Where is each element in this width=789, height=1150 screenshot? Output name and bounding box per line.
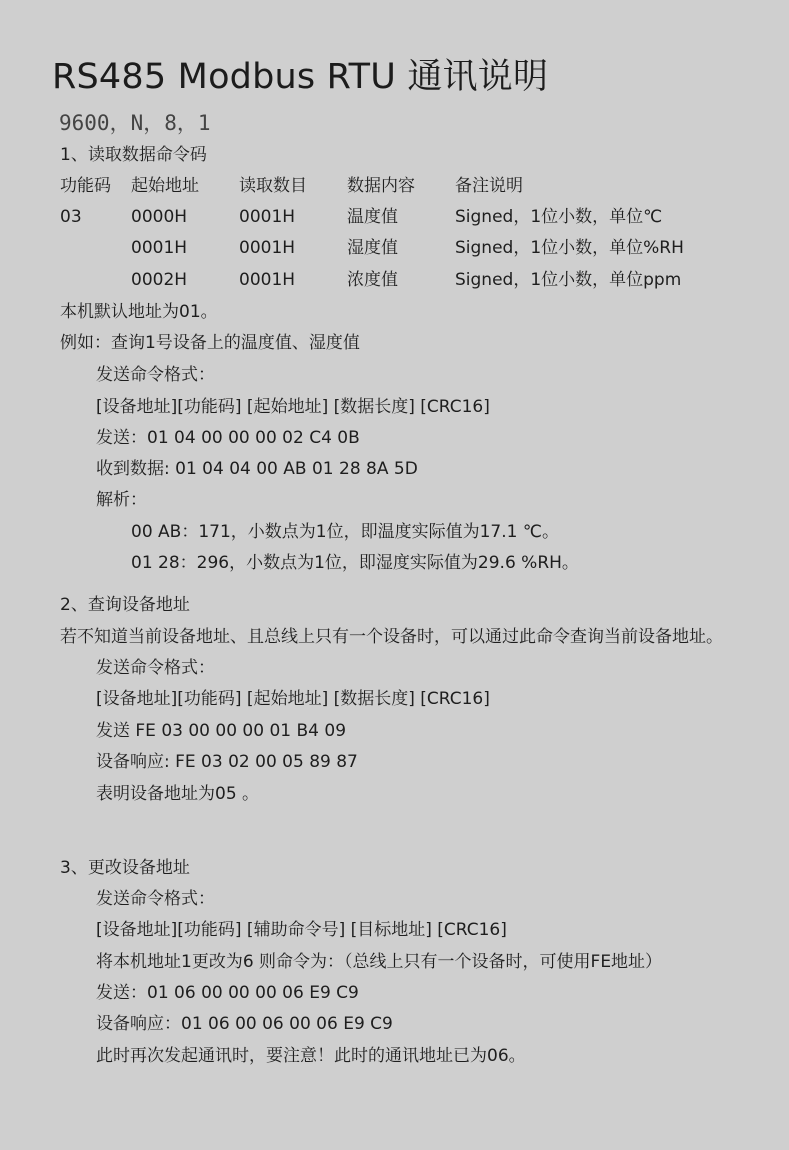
address-change-note: 此时再次发起通讯时，要注意！此时的通讯地址已为06。	[96, 1046, 526, 1066]
send-command: 发送：01 04 00 00 00 02 C4 0B	[96, 428, 360, 448]
section2-heading: 2、查询设备地址	[60, 595, 190, 615]
table-cell: 0001H	[239, 270, 296, 290]
table-cell: 0001H	[131, 238, 188, 258]
table-cell: 0001H	[239, 207, 296, 227]
table-header-start-address: 起始地址	[131, 176, 199, 196]
table-cell: Signed，1位小数，单位ppm	[455, 270, 682, 290]
table-cell: 0000H	[131, 207, 188, 227]
table-header-remarks: 备注说明	[455, 176, 523, 196]
received-data: 收到数据: 01 04 04 00 AB 01 28 8A 5D	[96, 459, 418, 479]
default-address-note: 本机默认地址为01。	[60, 302, 218, 322]
send-command: 发送 FE 03 00 00 00 01 B4 09	[96, 721, 347, 741]
table-header-data-content: 数据内容	[347, 176, 415, 196]
send-format-label: 发送命令格式：	[96, 658, 215, 678]
serial-parameters: 9600，N，8，1	[59, 111, 211, 135]
section3-heading: 3、更改设备地址	[60, 858, 190, 878]
parse-line-humidity: 01 28：296，小数点为1位，即湿度实际值为29.6 %RH。	[131, 553, 579, 573]
table-cell: 浓度值	[347, 270, 398, 290]
table-header-function-code: 功能码	[60, 176, 111, 196]
send-format-label: 发送命令格式：	[96, 365, 215, 385]
send-command: 发送：01 06 00 00 00 06 E9 C9	[96, 983, 359, 1003]
send-format: [设备地址][功能码] [起始地址] [数据长度] [CRC16]	[96, 397, 490, 417]
parse-label: 解析：	[96, 490, 147, 510]
table-cell: 湿度值	[347, 238, 398, 258]
send-format: [设备地址][功能码] [辅助命令号] [目标地址] [CRC16]	[96, 920, 507, 940]
table-cell: Signed，1位小数，单位%RH	[455, 238, 684, 258]
parse-line-temperature: 00 AB：171，小数点为1位，即温度实际值为17.1 ℃。	[131, 522, 559, 542]
table-cell: 温度值	[347, 207, 398, 227]
address-result: 表明设备地址为05 。	[96, 784, 260, 804]
table-header-read-count: 读取数目	[239, 176, 307, 196]
change-address-example: 将本机地址1更改为6 则命令为：（总线上只有一个设备时，可使用FE地址）	[96, 952, 663, 972]
example-text: 例如：查询1号设备上的温度值、湿度值	[60, 333, 360, 353]
device-response: 设备响应: FE 03 02 00 05 89 87	[96, 752, 358, 772]
device-response: 设备响应：01 06 00 06 00 06 E9 C9	[96, 1014, 393, 1034]
send-format-label: 发送命令格式：	[96, 889, 215, 909]
send-format: [设备地址][功能码] [起始地址] [数据长度] [CRC16]	[96, 689, 490, 709]
table-cell: 0002H	[131, 270, 188, 290]
table-cell: Signed，1位小数，单位℃	[455, 207, 663, 227]
page-title: RS485 Modbus RTU 通讯说明	[52, 57, 549, 97]
section2-description: 若不知道当前设备地址、且总线上只有一个设备时，可以通过此命令查询当前设备地址。	[60, 627, 723, 647]
section1-heading: 1、读取数据命令码	[60, 145, 207, 165]
table-cell: 0001H	[239, 238, 296, 258]
table-cell: 03	[60, 207, 82, 227]
